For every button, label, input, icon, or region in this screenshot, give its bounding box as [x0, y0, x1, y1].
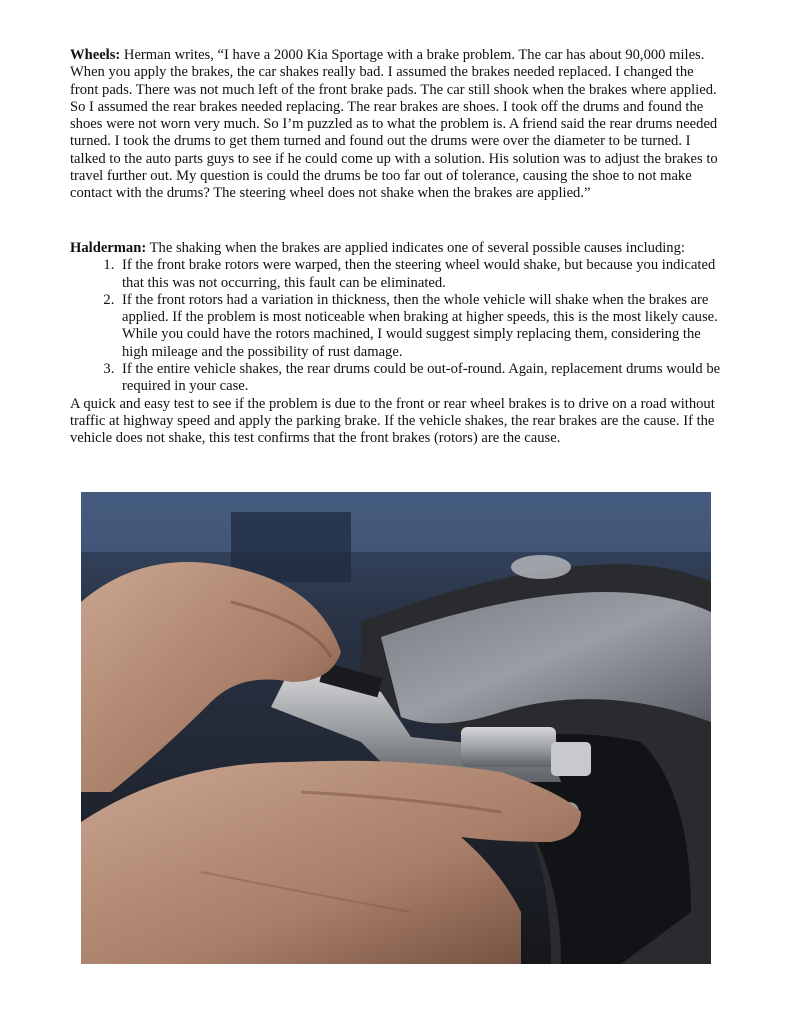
list-item: 1. If the front brake rotors were warped, then the steering wheel would shake, but because you indicated that this was not occurring, this fault can be eliminated. — [118, 257, 725, 292]
answer-section — [70, 240, 725, 448]
causes-list — [70, 257, 725, 395]
answer-intro: The shaking when the brakes are applied indicates one of several possible causes including: — [146, 240, 685, 256]
photo-micrometer-measuring-drum — [81, 492, 711, 964]
answer-intro-paragraph — [70, 240, 725, 257]
answer-speaker: Halderman: — [70, 240, 147, 256]
question-paragraph — [70, 47, 725, 203]
photo-illustration — [81, 492, 711, 964]
question-speaker: Wheels: — [70, 47, 121, 63]
closing-paragraph: A quick and easy test to see if the problem is due to the front or rear wheel brakes is to drive on a road without traffic at highway speed and apply the parking brake. If the vehicle shakes, the rear brakes are the cause. If the vehicle does not shake, this test confirms that the front brakes (rotors) are the cause. — [70, 395, 715, 447]
question-text: Herman writes, “I have a 2000 Kia Sportage with a brake problem. The car has about 90,000 miles. When you apply the brakes, the car shakes really bad. I assumed the brakes needed replaced. I changed the front pads. There was not much left of the front brake pads. The car still shook when the brakes where applied. So I assumed the rear brakes needed replacing. The rear brakes are shoes. I took off the drums and found the shoes were not worn very much. So I’m puzzled as to what the problem is. A friend said the rear drums needed turned. I took the drums to get them turned and found out the drums were over the diameter to be turned. I talked to the auto parts guys to see if he could come up with a solution. His solution was to adjust the brakes to travel further out. My question is could the drums be too far out of tolerance, causing the shoe to not make contact with the drums? The steering wheel does not shake when the brakes are applied.” — [70, 47, 718, 202]
list-item: 2. If the front rotors had a variation in thickness, then the whole vehicle will shake when the brakes are applied. If the problem is most noticeable when braking at higher speeds, this is the most likely cause. While you could have the rotors machined, I would suggest simply replacing them, considering the high mileage and the possibility of rust damage. — [118, 292, 725, 361]
list-item: 3. If the entire vehicle shakes, the rear drums could be out-of-round. Again, replacement drums would be required in your case. — [118, 361, 725, 396]
question-section — [70, 47, 725, 203]
